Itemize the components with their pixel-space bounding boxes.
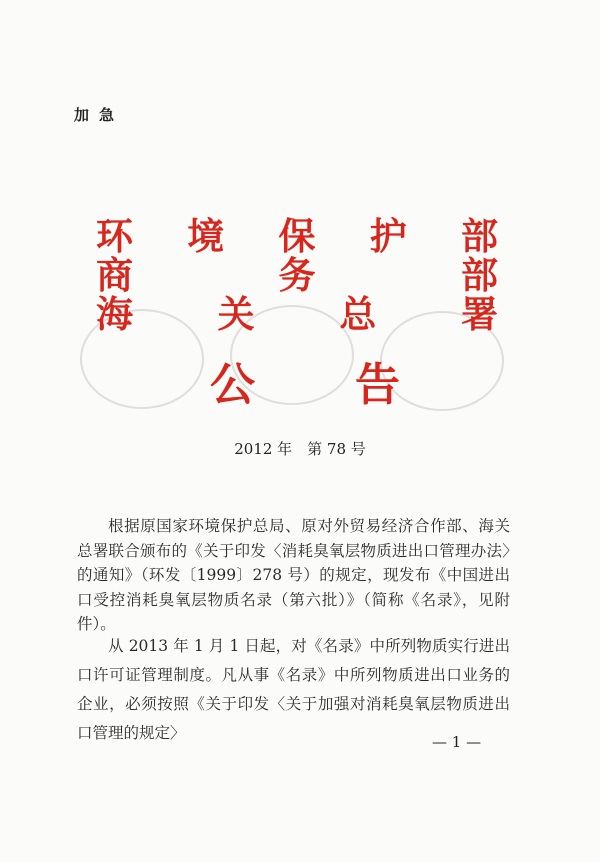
page-number: — 1 — bbox=[432, 733, 482, 751]
document-number: 2012 年 第 78 号 bbox=[234, 440, 366, 458]
paragraph-1: 根据原国家环境保护总局、原对外贸易经济合作部、海关总署联合颁布的《关于印发〈消耗臭氧层物质进出口管理办法〉的通知》（环发〔1999〕278 号）的规定，现发布《中国进出口受控消耗臭氧层物质名录（第六批）》（简称《名录》，见附件）。 bbox=[77, 517, 510, 633]
urgency-label: 加急 bbox=[74, 106, 125, 124]
paragraph-2: 从 2013 年 1 月 1 日起，对《名录》中所列物质实行进出口许可证管理制度。凡从事《名录》中所列物质进出口业务的企业，必须按照《关于印发〈关于加强对消耗臭氧层物质进出口管理的规定〉 bbox=[77, 637, 510, 742]
issuer-commerce: 商 务 部 bbox=[96, 253, 498, 297]
notice-title: 公 告 bbox=[210, 358, 400, 411]
issuer-environment: 环 境 保 护 部 bbox=[96, 214, 498, 258]
issuer-customs: 海 关 总 署 bbox=[96, 292, 498, 336]
